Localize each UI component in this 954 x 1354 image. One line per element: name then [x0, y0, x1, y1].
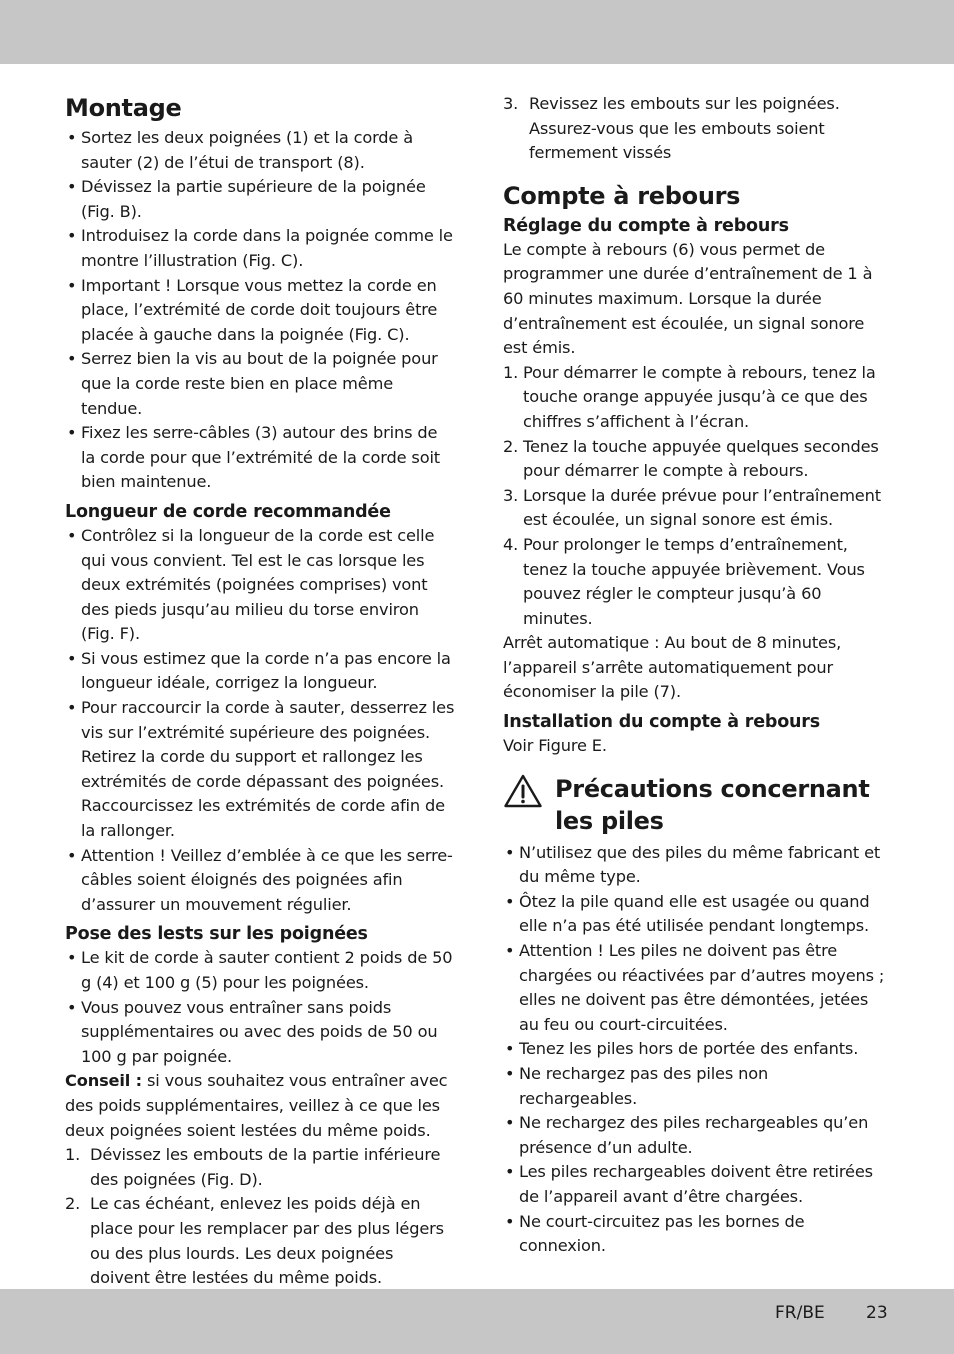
right-column	[503, 92, 888, 1259]
step-number: 3.	[503, 94, 519, 113]
lests-steps-continued	[503, 92, 888, 166]
footer-language: FR/BE	[775, 1303, 825, 1323]
compte-intro: Le compte à rebours (6) vous permet de programmer une durée d’entraînement de 1 à 60 minutes maximum. Lorsque la durée d’entraînement est écoulée, un signal sonore est émis.	[503, 239, 873, 358]
lests-steps	[65, 1143, 455, 1291]
montage-list	[65, 126, 455, 495]
longueur-heading: Longueur de corde recommandée	[65, 501, 391, 522]
step-text: Revissez les embouts sur les poignées. Assurez-vous que les embouts soient fermement vissés	[529, 94, 840, 163]
list-item: • Important ! Lorsque vous mettez la corde en place, l’extrémité de corde doit toujours être placée à gauche dans la poignée (Fig. C).	[65, 274, 455, 348]
warning-icon	[503, 773, 543, 809]
step-item	[65, 1192, 455, 1290]
list-item: • Attention ! Les piles ne doivent pas être chargées ou réactivées par d’autres moyens ; elles ne doivent pas être démontées, jetées au feu ou court-circuitées.	[503, 939, 888, 1037]
step-text: Lorsque la durée prévue pour l’entraînement est écoulée, un signal sonore est émis.	[523, 485, 881, 530]
step-item	[503, 92, 888, 166]
step-item	[503, 484, 888, 533]
list-item: • Attention ! Veillez d’emblée à ce que les serre-câbles soient éloignés des poignées afin d’assurer un mouvement régulier.	[65, 844, 455, 918]
list-item: • Serrez bien la vis au bout de la poignée pour que la corde reste bien en place même tendue.	[65, 347, 455, 421]
reglage-heading: Réglage du compte à rebours	[503, 215, 789, 236]
longueur-list	[65, 524, 455, 918]
list-item: • Sortez les deux poignées (1) et la corde à sauter (2) de l’étui de transport (8).	[65, 126, 455, 175]
list-item: • Ne rechargez pas des piles non rechargeables.	[503, 1062, 888, 1111]
step-text: Pour démarrer le compte à rebours, tenez la touche orange appuyée jusqu’à ce que des chiffres s’affichent à l’écran.	[523, 362, 876, 431]
step-text: Pour prolonger le temps d’entraînement, tenez la touche appuyée brièvement. Vous pouvez régler le compteur jusqu’à 60 minutes.	[523, 534, 865, 628]
list-item: • Les piles rechargeables doivent être retirées de l’appareil avant d’être chargées.	[503, 1160, 888, 1209]
step-text: Dévissez les embouts de la partie inférieure des poignées (Fig. D).	[90, 1145, 441, 1189]
step-number: 2.	[503, 436, 519, 456]
step-text: Tenez la touche appuyée quelques secondes pour démarrer le compte à rebours.	[523, 436, 879, 481]
list-item: • Ôtez la pile quand elle est usagée ou quand elle n’a pas été utilisée pendant longtemps.	[503, 890, 888, 939]
step-number: 1.	[65, 1145, 81, 1165]
tip-label: Conseil :	[65, 1071, 142, 1091]
step-number: 4.	[503, 534, 519, 554]
step-number: 2.	[65, 1194, 81, 1214]
left-column	[65, 92, 455, 1291]
list-item: • Pour raccourcir la corde à sauter, desserrez les vis sur l’extrémité supérieure des poignées. Retirez la corde du support et rallongez les extrémités de corde dépassant des poignées. Raccourcissez les extrémités de corde afin de la rallonger.	[65, 696, 455, 844]
list-item: • Le kit de corde à sauter contient 2 poids de 50 g (4) et 100 g (5) pour les poignées.	[65, 946, 455, 995]
list-item: • Tenez les piles hors de portée des enfants.	[503, 1037, 888, 1062]
figure-reference: Voir Figure E.	[503, 736, 607, 756]
piles-list	[503, 841, 888, 1259]
step-item	[65, 1143, 455, 1192]
compte-title: Compte à rebours	[503, 181, 741, 210]
list-item: • Ne court-circuitez pas les bornes de connexion.	[503, 1210, 888, 1259]
step-number: 1.	[503, 362, 519, 382]
list-item: • Contrôlez si la longueur de la corde est celle qui vous convient. Tel est le cas lorsque les deux extrémités (poignées comprises) vont des pieds jusqu’au milieu du torse environ (Fig. F).	[65, 524, 455, 647]
list-item: • Ne rechargez des piles rechargeables qu’en présence d’un adulte.	[503, 1111, 888, 1160]
piles-title: Précautions concernant les piles	[555, 774, 870, 835]
header-bar	[0, 0, 954, 64]
compte-steps	[503, 361, 888, 632]
list-item: • Dévissez la partie supérieure de la poignée (Fig. B).	[65, 175, 455, 224]
list-item: • Fixez les serre-câbles (3) autour des brins de la corde pour que l’extrémité de la corde soit bien maintenue.	[65, 421, 455, 495]
piles-heading-block	[503, 773, 888, 837]
auto-stop-text: Arrêt automatique : Au bout de 8 minutes, l’appareil s’arrête automatiquement pour économiser la pile (7).	[503, 633, 842, 702]
step-number: 3.	[503, 485, 519, 505]
list-item: • Introduisez la corde dans la poignée comme le montre l’illustration (Fig. C).	[65, 224, 455, 273]
step-item	[503, 361, 888, 435]
step-item	[503, 533, 888, 631]
step-item	[503, 435, 888, 484]
lests-heading: Pose des lests sur les poignées	[65, 924, 368, 945]
tip-paragraph	[65, 1069, 455, 1143]
page-number: 23	[866, 1303, 888, 1323]
list-item: • N’utilisez que des piles du même fabricant et du même type.	[503, 841, 888, 890]
installation-heading: Installation du compte à rebours	[503, 712, 820, 733]
list-item: • Vous pouvez vous entraîner sans poids supplémentaires ou avec des poids de 50 ou 100 g par poignée.	[65, 996, 455, 1070]
lests-list	[65, 946, 455, 1069]
montage-title: Montage	[65, 94, 182, 122]
list-item: • Si vous estimez que la corde n’a pas encore la longueur idéale, corrigez la longueur.	[65, 647, 455, 696]
tip-text: si vous souhaitez vous entraîner avec des poids supplémentaires, veillez à ce que les deux poignées soient lestées du même poids.	[65, 1071, 448, 1140]
step-text: Le cas échéant, enlevez les poids déjà en place pour les remplacer par des plus légers ou des plus lourds. Les deux poignées doivent être lestées du même poids.	[90, 1194, 444, 1288]
